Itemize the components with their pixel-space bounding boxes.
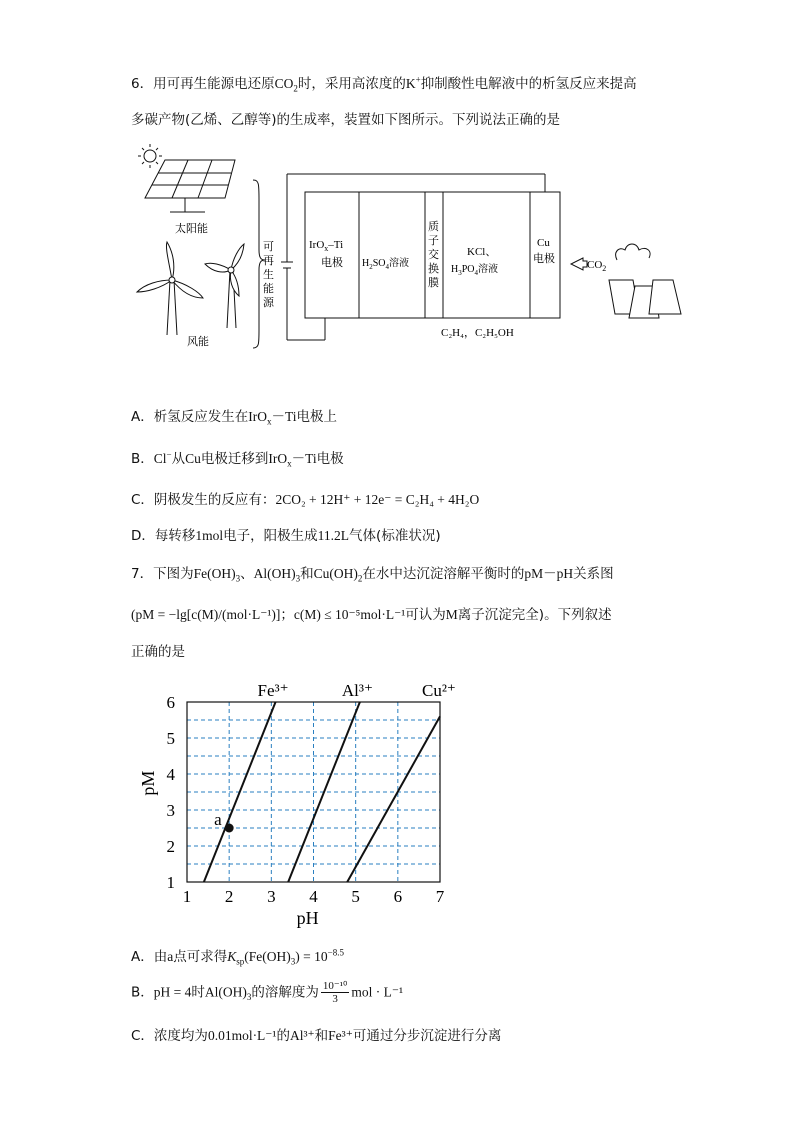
anode-label-2: 电极: [321, 256, 343, 269]
x-tick-label: 2: [224, 887, 234, 906]
products-label: C₂H₄，C₂H₅OH: [441, 327, 514, 339]
q6-stem-line1: 6．用可再生能源电还原$CO_2$时，采用高浓度的K+抑制酸性电解液中的析氢反应来提高: [131, 74, 637, 94]
x-tick-label: 3: [267, 887, 276, 906]
q7-stem-line3: 正确的是: [131, 644, 185, 660]
kcl-label: KCl、: [467, 246, 497, 258]
x-tick-label: 4: [309, 887, 318, 906]
h2so4-label: $H_2SO_4$溶液: [362, 258, 410, 271]
renewable-source-label: [263, 240, 275, 309]
x-tick-label: 7: [435, 887, 445, 906]
series-label: Cu²⁺: [422, 681, 456, 700]
svg-text:膜: 膜: [428, 276, 439, 289]
svg-text:交: 交: [428, 248, 439, 261]
sun-icon: [138, 144, 162, 168]
q6-stem-line2: 多碳产物(乙烯、乙醇等)的生成率，装置如下图所示。下列说法正确的是: [131, 112, 561, 128]
q7-stem-line2: (pM = −lg[c(M)/(mol·L⁻¹)]；c(M) ≤ 10⁻⁵mol·L⁻¹可认为M离子沉淀完全)。下列叙述: [131, 607, 612, 623]
svg-text:可: 可: [263, 240, 274, 253]
wind-label: 风能: [187, 335, 209, 348]
co2-formula: $CO_2$: [274, 76, 298, 94]
q6-text: 6．用可再生能源电还原: [131, 76, 275, 92]
x-tick-label: 5: [351, 887, 360, 906]
x-tick-label: 6: [393, 887, 403, 906]
q6-option-a[interactable]: A．析氢反应发生在IrO$_x$－Ti电极上: [131, 409, 338, 427]
point-a-label: a: [214, 810, 222, 829]
wind-turbine-icon: [137, 242, 244, 335]
svg-text:能: 能: [263, 282, 274, 295]
series-label: Al³⁺: [341, 681, 373, 700]
series-line: [347, 716, 440, 882]
co2-inlet-arrow-icon: [571, 258, 587, 270]
y-tick-label: 2: [166, 837, 175, 856]
y-tick-label: 6: [166, 693, 175, 712]
cathode-label-2: 电极: [533, 252, 555, 265]
y-tick-label: 4: [166, 765, 175, 784]
svg-text:质: 质: [428, 220, 439, 233]
series-label: Fe³⁺: [257, 681, 289, 700]
q6-option-b[interactable]: B．Cl−从Cu电极迁移到IrO$_x$－Ti电极: [131, 449, 344, 469]
q6-option-d[interactable]: D．每转移1mol电子，阳极生成11.2L气体(标准状况): [131, 528, 441, 544]
electrolysis-apparatus-diagram: [125, 140, 695, 360]
svg-text:源: 源: [263, 296, 274, 309]
x-axis-label: pH: [296, 908, 319, 928]
svg-text:子: 子: [428, 234, 439, 247]
q7-stem-line1: 7．下图为$Fe(OH)_3$、$Al(OH)_3$和$Cu(OH)_2$在水中达沉淀溶解平衡时的pM－pH关系图: [131, 566, 614, 584]
y-tick-label: 5: [166, 729, 175, 748]
q7-option-a[interactable]: A．由a点可求得$K_{sp}(Fe(OH)_3) = 10^{-8.5}$: [131, 947, 344, 967]
svg-text:换: 换: [428, 262, 439, 275]
q7-option-c[interactable]: C．浓度均为0.01mol·L⁻¹的Al³⁺和Fe³⁺可通过分步沉淀进行分离: [131, 1028, 502, 1044]
fraction: $\frac{\text{10⁻¹⁰}}{3}$: [322, 980, 348, 1005]
cathode-label: Cu: [537, 237, 550, 249]
svg-text:再: 再: [263, 254, 274, 267]
k-ion: K+: [405, 74, 421, 91]
membrane-label: [428, 219, 439, 289]
q7-option-b[interactable]: B．pH = 4时$Al(OH)_3$的溶解度为 $\frac{\text{10⁻¹⁰}}{3}$ mol · L⁻¹: [131, 980, 404, 1005]
solar-panel-icon: [145, 160, 235, 212]
h3po4-label: $H_3PO_4$溶液: [451, 264, 499, 277]
y-tick-label: 3: [166, 801, 175, 820]
y-tick-label: 1: [166, 873, 175, 892]
solar-label: 太阳能: [175, 222, 208, 235]
x-tick-label: 1: [182, 887, 192, 906]
co2-label: $CO_2$: [587, 259, 607, 273]
anode-label: IrO$_x$–Ti: [309, 239, 344, 253]
q6-option-c[interactable]: C．阴极发生的反应有：2CO₂ + 12H⁺ + 12e⁻ = C₂H₄ + 4H₂O: [131, 492, 480, 508]
factory-icon: [609, 244, 681, 318]
y-axis-label: pM: [138, 770, 158, 796]
point-a: [225, 824, 234, 833]
pm-ph-chart: [132, 672, 492, 932]
svg-text:生: 生: [263, 268, 274, 281]
